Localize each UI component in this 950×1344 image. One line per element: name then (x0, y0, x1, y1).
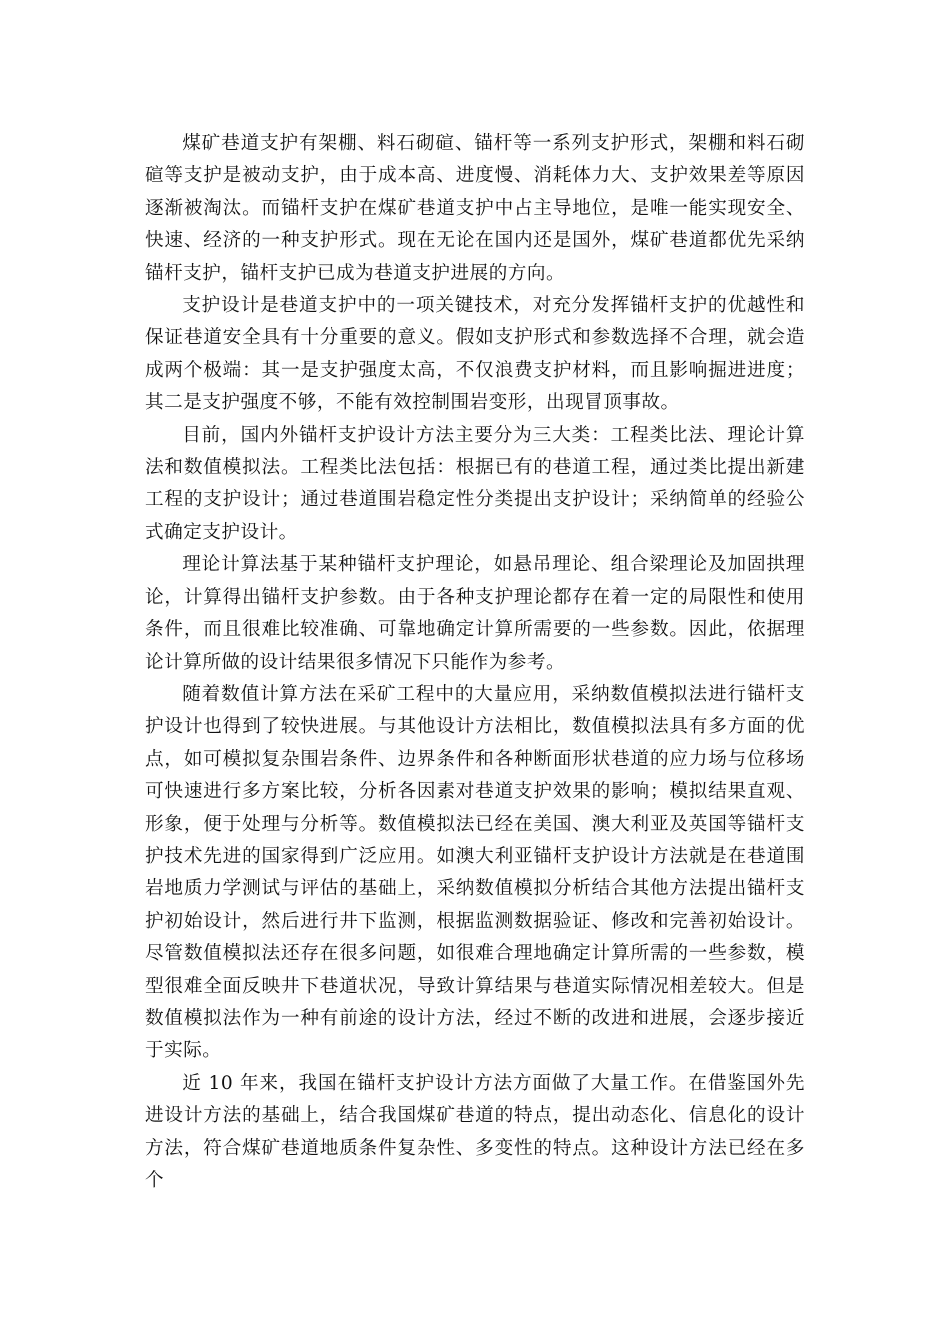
document-body (145, 128, 805, 1197)
paragraph-support-forms: 煤矿巷道支护有架棚、料石砌碹、锚杆等一系列支护形式，架棚和料石砌碹等支护是被动支护，由于成本高、进度慢、消耗体力大、支护效果差等原因逐渐被淘汰。而锚杆支护在煤矿巷道支护中占主导地位，是唯一能实现安全、快速、经济的一种支护形式。现在无论在国内还是国外，煤矿巷道都优先采纳锚杆支护，锚杆支护已成为巷道支护进展的方向。 (145, 133, 805, 284)
paragraph-theoretical-calculation: 理论计算法基于某种锚杆支护理论，如悬吊理论、组合梁理论及加固拱理论，计算得出锚杆支护参数。由于各种支护理论都存在着一定的局限性和使用条件，而且很难比较准确、可靠地确定计算所需要的一些参数。因此，依据理论计算所做的设计结果很多情况下只能作为参考。 (145, 554, 805, 673)
paragraph-domestic-progress: 近 10 年来，我国在锚杆支护设计方法方面做了大量工作。在借鉴国外先进设计方法的基础上，结合我国煤矿巷道的特点，提出动态化、信息化的设计方法，符合煤矿巷道地质条件复杂性、多变性的特点。这种设计方法已经在多个 (145, 1072, 805, 1191)
paragraph-numerical-simulation: 随着数值计算方法在采矿工程中的大量应用，采纳数值模拟法进行锚杆支护设计也得到了较快进展。与其他设计方法相比，数值模拟法具有多方面的优点，如可模拟复杂围岩条件、边界条件和各种断面形状巷道的应力场与位移场可快速进行多方案比较，分析各因素对巷道支护效果的影响；模拟结果直观、形象，便于处理与分析等。数值模拟法已经在美国、澳大利亚及英国等锚杆支护技术先进的国家得到广泛应用。如澳大利亚锚杆支护设计方法就是在巷道围岩地质力学测试与评估的基础上，采纳数值模拟分析结合其他方法提出锚杆支护初始设计，然后进行井下监测，根据监测数据验证、修改和完善初始设计。尽管数值模拟法还存在很多问题，如很难合理地确定计算所需的一些参数，模型很难全面反映井下巷道状况，导致计算结果与巷道实际情况相差较大。但是数值模拟法作为一种有前途的设计方法，经过不断的改进和进展，会逐步接近于实际。 (145, 683, 805, 1062)
paragraph-support-design: 支护设计是巷道支护中的一项关键技术，对充分发挥锚杆支护的优越性和保证巷道安全具有十分重要的意义。假如支护形式和参数选择不合理，就会造成两个极端：其一是支护强度太高，不仅浪费支护材料，而且影响掘进进度；其二是支护强度不够，不能有效控制围岩变形，出现冒顶事故。 (145, 295, 805, 414)
paragraph-design-methods: 目前，国内外锚杆支护设计方法主要分为三大类：工程类比法、理论计算法和数值模拟法。工程类比法包括：根据已有的巷道工程，通过类比提出新建工程的支护设计；通过巷道围岩稳定性分类提出支护设计；采纳简单的经验公式确定支护设计。 (145, 424, 805, 543)
